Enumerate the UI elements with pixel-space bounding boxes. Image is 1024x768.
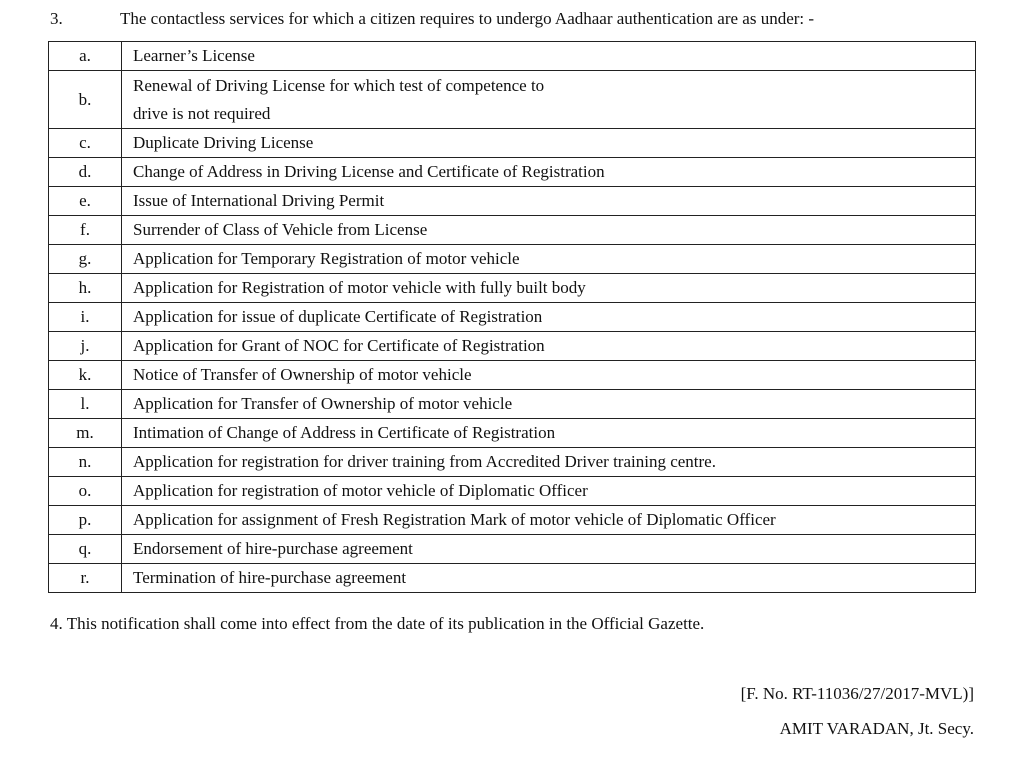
row-letter: d. (49, 158, 122, 187)
service-description: Surrender of Class of Vehicle from License (122, 216, 976, 245)
service-description: Issue of International Driving Permit (122, 187, 976, 216)
service-description-line-2: drive is not required (133, 103, 271, 123)
table-row (49, 448, 976, 477)
table-row (49, 390, 976, 419)
service-description: Application for Temporary Registration of motor vehicle (122, 245, 976, 274)
service-description: Termination of hire-purchase agreement (122, 564, 976, 593)
service-description: Endorsement of hire-purchase agreement (122, 535, 976, 564)
row-letter: a. (49, 42, 122, 71)
table-row (49, 361, 976, 390)
signatory: AMIT VARADAN, Jt. Secy. (779, 719, 974, 738)
table-row (49, 419, 976, 448)
row-letter: p. (49, 506, 122, 535)
table-row (49, 158, 976, 187)
section-number: 3. (50, 9, 63, 28)
paragraph-4: 4. This notification shall come into effect from the date of its publication in the Official Gazette. (50, 614, 705, 633)
section-heading-text: The contactless services for which a citizen requires to undergo Aadhaar authentication are as under: - (120, 9, 815, 28)
table-row (49, 332, 976, 361)
row-letter: i. (49, 303, 122, 332)
service-description: Application for Registration of motor vehicle with fully built body (122, 274, 976, 303)
row-letter: o. (49, 477, 122, 506)
row-letter: h. (49, 274, 122, 303)
table-row (49, 535, 976, 564)
table-row (49, 506, 976, 535)
service-description: Application for registration for driver training from Accredited Driver training centre. (122, 448, 976, 477)
row-letter: r. (49, 564, 122, 593)
table-row (49, 274, 976, 303)
row-letter: c. (49, 129, 122, 158)
row-letter: e. (49, 187, 122, 216)
table-row (49, 187, 976, 216)
table-row (49, 42, 976, 71)
row-letter: k. (49, 361, 122, 390)
row-letter: j. (49, 332, 122, 361)
service-description: Application for assignment of Fresh Registration Mark of motor vehicle of Diplomatic Officer (122, 506, 976, 535)
row-letter: m. (49, 419, 122, 448)
service-description: Intimation of Change of Address in Certificate of Registration (122, 419, 976, 448)
table-row (49, 129, 976, 158)
services-table (48, 41, 976, 593)
table-row (49, 71, 976, 129)
table-row (49, 245, 976, 274)
row-letter: q. (49, 535, 122, 564)
service-description: Change of Address in Driving License and Certificate of Registration (122, 158, 976, 187)
table-row (49, 564, 976, 593)
service-description: Notice of Transfer of Ownership of motor vehicle (122, 361, 976, 390)
service-description: Duplicate Driving License (122, 129, 976, 158)
row-letter: b. (49, 71, 122, 129)
row-letter: g. (49, 245, 122, 274)
service-description (122, 71, 976, 129)
row-letter: l. (49, 390, 122, 419)
service-description: Application for registration of motor vehicle of Diplomatic Officer (122, 477, 976, 506)
table-row (49, 216, 976, 245)
row-letter: n. (49, 448, 122, 477)
service-description: Application for Grant of NOC for Certificate of Registration (122, 332, 976, 361)
service-description-line-1: Renewal of Driving License for which test of competence to (133, 75, 545, 95)
row-letter: f. (49, 216, 122, 245)
service-description: Application for Transfer of Ownership of motor vehicle (122, 390, 976, 419)
section-3-heading (50, 6, 990, 32)
service-description: Application for issue of duplicate Certificate of Registration (122, 303, 976, 332)
file-number: [F. No. RT-11036/27/2017-MVL)] (740, 684, 974, 703)
service-description: Learner’s License (122, 42, 976, 71)
table-row (49, 477, 976, 506)
table-row (49, 303, 976, 332)
